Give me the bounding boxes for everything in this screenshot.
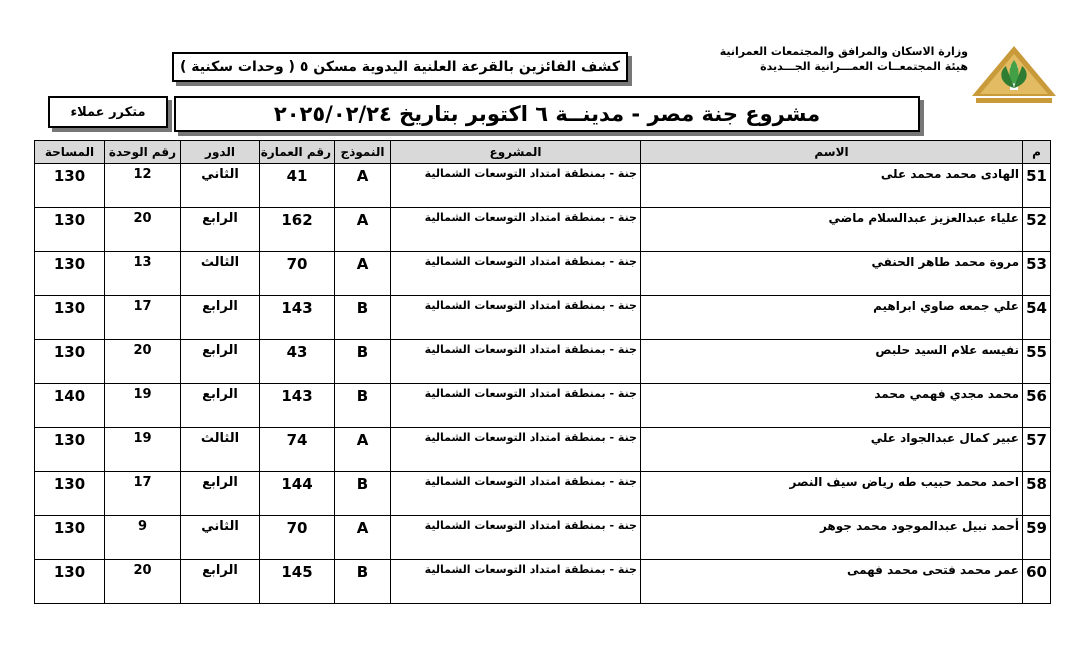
col-floor-header: الدور (181, 141, 260, 164)
cell-building: 74 (260, 428, 335, 472)
cell-building: 43 (260, 340, 335, 384)
table-row (35, 428, 1051, 472)
cell-num: 51 (1023, 164, 1051, 208)
cell-floor: الرابع (181, 340, 260, 384)
cell-unit: 20 (105, 340, 181, 384)
cell-project: جنة - بمنطقة امتداد التوسعات الشمالية (391, 472, 641, 516)
cell-project: جنة - بمنطقة امتداد التوسعات الشمالية (391, 428, 641, 472)
document-title: كشف الفائزين بالقرعة العلنية اليدوية مسكن ٥ ( وحدات سكنية ) (172, 52, 628, 82)
cell-name: عبير كمال عبدالجواد علي (641, 428, 1023, 472)
cell-building: 70 (260, 516, 335, 560)
cell-floor: الرابع (181, 472, 260, 516)
cell-project: جنة - بمنطقة امتداد التوسعات الشمالية (391, 296, 641, 340)
cell-floor: الثاني (181, 164, 260, 208)
ministry-header (690, 44, 968, 74)
cell-area: 130 (35, 296, 105, 340)
table-row (35, 472, 1051, 516)
cell-floor: الرابع (181, 296, 260, 340)
cell-name: عمر محمد فتحى محمد فهمى (641, 560, 1023, 604)
cell-building: 143 (260, 384, 335, 428)
cell-model: A (335, 208, 391, 252)
cell-model: B (335, 296, 391, 340)
cell-unit: 20 (105, 208, 181, 252)
project-heading: مشروع جنة مصر - مدينــة ٦ اكتوبر بتاريخ ٢٠٢٥/٠٢/٢٤ (174, 96, 920, 132)
cell-floor: الرابع (181, 208, 260, 252)
cell-building: 145 (260, 560, 335, 604)
cell-area: 130 (35, 164, 105, 208)
cell-floor: الثالث (181, 252, 260, 296)
cell-model: B (335, 472, 391, 516)
cell-project: جنة - بمنطقة امتداد التوسعات الشمالية (391, 252, 641, 296)
cell-unit: 20 (105, 560, 181, 604)
cell-floor: الرابع (181, 560, 260, 604)
cell-num: 58 (1023, 472, 1051, 516)
cell-building: 41 (260, 164, 335, 208)
cell-floor: الثالث (181, 428, 260, 472)
cell-num: 54 (1023, 296, 1051, 340)
col-area-header: المساحة (35, 141, 105, 164)
cell-model: A (335, 428, 391, 472)
repeat-clients-label: متكرر عملاء (48, 96, 168, 128)
ncua-pyramid-logo-icon (970, 44, 1058, 108)
cell-unit: 13 (105, 252, 181, 296)
table-row (35, 164, 1051, 208)
cell-unit: 19 (105, 384, 181, 428)
cell-num: 60 (1023, 560, 1051, 604)
cell-building: 143 (260, 296, 335, 340)
authority-line: هيئة المجتمعــات العمـــرانية الجـــديدة (760, 60, 968, 73)
cell-project: جنة - بمنطقة امتداد التوسعات الشمالية (391, 208, 641, 252)
winners-table (34, 140, 1051, 604)
table-row (35, 384, 1051, 428)
cell-name: الهادى محمد محمد على (641, 164, 1023, 208)
cell-unit: 12 (105, 164, 181, 208)
cell-floor: الثاني (181, 516, 260, 560)
col-unit-header: رقم الوحدة (105, 141, 181, 164)
table-row (35, 296, 1051, 340)
table-header-row (35, 141, 1051, 164)
cell-unit: 19 (105, 428, 181, 472)
cell-area: 130 (35, 428, 105, 472)
cell-model: B (335, 384, 391, 428)
cell-name: أحمد نبيل عبدالموجود محمد جوهر (641, 516, 1023, 560)
cell-project: جنة - بمنطقة امتداد التوسعات الشمالية (391, 164, 641, 208)
table-row (35, 208, 1051, 252)
cell-model: A (335, 164, 391, 208)
cell-unit: 17 (105, 296, 181, 340)
cell-unit: 9 (105, 516, 181, 560)
cell-building: 70 (260, 252, 335, 296)
cell-area: 130 (35, 516, 105, 560)
cell-name: مروة محمد طاهر الحنفي (641, 252, 1023, 296)
cell-num: 52 (1023, 208, 1051, 252)
cell-project: جنة - بمنطقة امتداد التوسعات الشمالية (391, 340, 641, 384)
cell-building: 162 (260, 208, 335, 252)
col-name-header: الاسم (641, 141, 1023, 164)
cell-name: علي جمعه صاوي ابراهيم (641, 296, 1023, 340)
cell-num: 57 (1023, 428, 1051, 472)
col-num-header: م (1023, 141, 1051, 164)
cell-model: A (335, 516, 391, 560)
cell-num: 56 (1023, 384, 1051, 428)
table-row (35, 516, 1051, 560)
col-model-header: النموذج (335, 141, 391, 164)
cell-num: 53 (1023, 252, 1051, 296)
cell-area: 130 (35, 472, 105, 516)
cell-area: 130 (35, 560, 105, 604)
cell-project: جنة - بمنطقة امتداد التوسعات الشمالية (391, 560, 641, 604)
cell-project: جنة - بمنطقة امتداد التوسعات الشمالية (391, 384, 641, 428)
table-row (35, 560, 1051, 604)
cell-floor: الرابع (181, 384, 260, 428)
cell-name: احمد محمد حبيب طه رياض سيف النصر (641, 472, 1023, 516)
cell-area: 130 (35, 208, 105, 252)
ministry-line: وزارة الاسكان والمرافق والمجتمعات العمرانية (719, 45, 968, 58)
cell-model: A (335, 252, 391, 296)
col-building-header: رقم العمارة (260, 141, 335, 164)
cell-area: 130 (35, 340, 105, 384)
cell-area: 140 (35, 384, 105, 428)
cell-name: نفيسه علام السيد حلبص (641, 340, 1023, 384)
cell-building: 144 (260, 472, 335, 516)
cell-num: 55 (1023, 340, 1051, 384)
table-row (35, 340, 1051, 384)
cell-num: 59 (1023, 516, 1051, 560)
table-row (35, 252, 1051, 296)
cell-area: 130 (35, 252, 105, 296)
cell-model: B (335, 560, 391, 604)
cell-project: جنة - بمنطقة امتداد التوسعات الشمالية (391, 516, 641, 560)
cell-name: علياء عبدالعزيز عبدالسلام ماضي (641, 208, 1023, 252)
cell-name: محمد مجدي فهمي محمد (641, 384, 1023, 428)
cell-model: B (335, 340, 391, 384)
cell-unit: 17 (105, 472, 181, 516)
col-project-header: المشروع (391, 141, 641, 164)
